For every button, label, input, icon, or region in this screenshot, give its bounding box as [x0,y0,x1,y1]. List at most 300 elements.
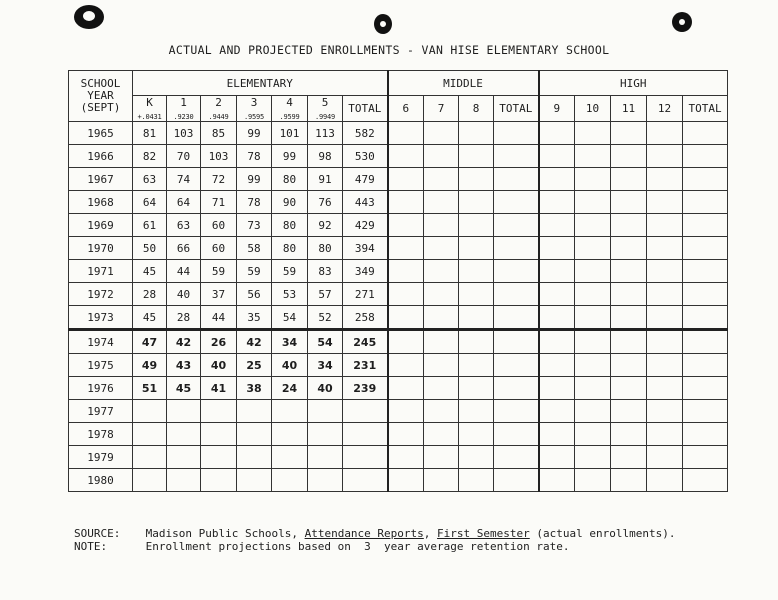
table-row [69,214,728,237]
high-cell [683,283,728,306]
middle-cell [424,237,459,260]
middle-cell [459,306,494,330]
enrollment-cell: 34 [272,330,308,354]
enrollment-cell: 60 [201,237,237,260]
high-cell [539,469,575,492]
enrollment-cell: 91 [308,168,343,191]
middle-cell [424,330,459,354]
middle-cell [459,145,494,168]
enrollment-cell: 58 [237,237,272,260]
enrollment-cell: 42 [167,330,201,354]
middle-cell [388,168,424,191]
year-cell: 1969 [69,214,133,237]
high-cell [575,400,611,423]
enrollment-cell: 50 [133,237,167,260]
middle-cell [459,214,494,237]
high-cell [575,214,611,237]
source-report-attendance: Attendance Reports [304,527,424,540]
enrollment-cell: 72 [201,168,237,191]
grade-label: 3 [250,96,258,109]
enrollment-cell: 54 [308,330,343,354]
high-cell [539,377,575,400]
grade-label: 5 [321,96,329,109]
enrollment-table [68,70,728,492]
middle-cell [424,306,459,330]
enrollment-cell [201,423,237,446]
middle-cell [494,260,539,283]
high-cell [683,145,728,168]
year-cell: 1975 [69,354,133,377]
high-cell [683,330,728,354]
retention-rate: .9230 [173,113,194,121]
enrollment-cell: 113 [308,122,343,145]
table-row [69,400,728,423]
middle-cell [388,377,424,400]
year-cell: 1970 [69,237,133,260]
high-cell [647,400,683,423]
middle-cell [388,400,424,423]
middle-cell [459,330,494,354]
high-cell [647,354,683,377]
middle-cell [388,283,424,306]
year-cell: 1971 [69,260,133,283]
high-cell [539,446,575,469]
grade-header-11: 11 [611,96,647,122]
year-cell: 1977 [69,400,133,423]
middle-cell [494,446,539,469]
enrollment-cell: 25 [237,354,272,377]
enrollment-cell: 52 [308,306,343,330]
high-cell [575,330,611,354]
middle-cell [459,168,494,191]
enrollment-cell: 35 [237,306,272,330]
high-cell [575,168,611,191]
middle-cell [424,354,459,377]
table-row [69,354,728,377]
note-line [74,540,675,553]
middle-cell [459,446,494,469]
middle-cell [494,283,539,306]
total-cell: 582 [343,122,388,145]
middle-cell [424,260,459,283]
total-cell: 443 [343,191,388,214]
middle-header: MIDDLE [388,71,539,96]
high-cell [575,306,611,330]
high-cell [647,330,683,354]
high-cell [647,191,683,214]
middle-cell [494,168,539,191]
year-cell: 1980 [69,469,133,492]
table-row [69,377,728,400]
middle-cell [388,191,424,214]
enrollment-cell: 45 [167,377,201,400]
high-cell [539,191,575,214]
year-cell: 1972 [69,283,133,306]
enrollment-cell: 78 [237,191,272,214]
total-cell: 429 [343,214,388,237]
middle-cell [494,306,539,330]
middle-cell [459,423,494,446]
grade-header-9: 9 [539,96,575,122]
high-cell [539,283,575,306]
retention-rate: .9949 [314,113,336,121]
high-header: HIGH [539,71,728,96]
enrollment-cell: 45 [133,306,167,330]
enrollment-cell: 73 [237,214,272,237]
middle-cell [388,330,424,354]
middle-cell [424,168,459,191]
enrollment-cell [272,423,308,446]
high-cell [683,260,728,283]
grade-label: 4 [286,96,293,109]
enrollment-cell: 57 [308,283,343,306]
enrollment-cell: 42 [237,330,272,354]
middle-cell [494,191,539,214]
total-cell [343,446,388,469]
enrollment-cell: 99 [237,122,272,145]
high-cell [539,354,575,377]
punch-hole [672,12,692,32]
enrollment-cell: 47 [133,330,167,354]
total-cell: 349 [343,260,388,283]
middle-cell [494,330,539,354]
high-cell [575,354,611,377]
enrollment-cell: 56 [237,283,272,306]
year-cell: 1965 [69,122,133,145]
enrollment-cell: 43 [167,354,201,377]
high-cell [575,191,611,214]
grade-header-10: 10 [575,96,611,122]
enrollment-cell: 64 [167,191,201,214]
enrollment-cell: 37 [201,283,237,306]
punch-hole [374,14,392,34]
table-row [69,191,728,214]
high-cell [647,214,683,237]
high-cell [611,214,647,237]
middle-cell [388,306,424,330]
footer [74,527,675,553]
enrollment-cell: 92 [308,214,343,237]
total-cell: 394 [343,237,388,260]
high-cell [611,145,647,168]
enrollment-cell: 63 [167,214,201,237]
grade-header-3 [237,96,272,122]
enrollment-cell: 66 [167,237,201,260]
middle-cell [459,377,494,400]
high-cell [611,191,647,214]
middle-cell [388,122,424,145]
enrollment-cell: 54 [272,306,308,330]
high-cell [575,423,611,446]
high-cell [611,354,647,377]
total-cell: 245 [343,330,388,354]
high-cell [647,306,683,330]
enrollment-cell [167,423,201,446]
middle-cell [459,237,494,260]
high-cell [647,260,683,283]
enrollment-cell [237,423,272,446]
enrollment-cell [308,446,343,469]
high-cell [575,377,611,400]
enrollment-cell [308,400,343,423]
high-cell [539,260,575,283]
enrollment-cell: 34 [308,354,343,377]
enrollment-cell: 24 [272,377,308,400]
middle-cell [494,122,539,145]
year-cell: 1973 [69,306,133,330]
enrollment-cell: 99 [237,168,272,191]
year-cell: 1979 [69,446,133,469]
high-cell [575,469,611,492]
high-cell [575,260,611,283]
table-row [69,145,728,168]
enrollment-cell: 59 [237,260,272,283]
high-cell [575,145,611,168]
high-cell [539,423,575,446]
middle-cell [388,214,424,237]
high-cell [611,168,647,191]
middle-cell [459,469,494,492]
enrollment-cell: 28 [133,283,167,306]
high-cell [611,260,647,283]
enrollment-cell [237,469,272,492]
source-suffix: (actual enrollments). [536,527,676,540]
high-cell [611,423,647,446]
grade-label: 2 [215,96,222,109]
source-report-semester: First Semester [437,527,530,540]
enrollment-cell: 40 [201,354,237,377]
high-cell [539,330,575,354]
middle-cell [494,400,539,423]
high-cell [611,330,647,354]
grade-header-12: 12 [647,96,683,122]
middle-cell [494,354,539,377]
enrollment-cell [201,400,237,423]
high-cell [611,400,647,423]
enrollment-cell: 83 [308,260,343,283]
total-cell: 231 [343,354,388,377]
enrollment-cell [167,469,201,492]
middle-cell [494,237,539,260]
enrollment-cell: 103 [167,122,201,145]
middle-cell [424,446,459,469]
middle-cell [424,214,459,237]
high-cell [539,145,575,168]
enrollment-cell: 81 [133,122,167,145]
high-cell [539,237,575,260]
enrollment-cell: 76 [308,191,343,214]
enrollment-cell [133,423,167,446]
high-cell [647,283,683,306]
middle-total-header: TOTAL [494,96,539,122]
middle-cell [388,237,424,260]
enrollment-cell: 45 [133,260,167,283]
middle-cell [459,400,494,423]
enrollment-cell: 101 [272,122,308,145]
high-cell [683,446,728,469]
enrollment-cell: 40 [167,283,201,306]
high-cell [611,122,647,145]
high-cell [683,423,728,446]
table-row [69,122,728,145]
middle-cell [459,122,494,145]
middle-cell [424,423,459,446]
total-cell [343,423,388,446]
high-cell [647,122,683,145]
middle-cell [424,377,459,400]
middle-cell [459,191,494,214]
enrollment-cell: 103 [201,145,237,168]
punch-hole [74,5,104,29]
high-cell [683,168,728,191]
enrollment-cell: 85 [201,122,237,145]
high-cell [539,168,575,191]
enrollment-cell: 74 [167,168,201,191]
year-cell: 1966 [69,145,133,168]
enrollment-cell [237,446,272,469]
high-cell [575,237,611,260]
high-total-header: TOTAL [683,96,728,122]
table-row [69,283,728,306]
middle-cell [424,400,459,423]
high-cell [683,469,728,492]
grade-header-8: 8 [459,96,494,122]
enrollment-cell: 60 [201,214,237,237]
source-line [74,527,675,540]
total-cell: 479 [343,168,388,191]
high-cell [575,283,611,306]
high-cell [683,191,728,214]
high-cell [647,145,683,168]
table-row [69,469,728,492]
middle-cell [459,283,494,306]
enrollment-cell: 80 [272,214,308,237]
middle-cell [494,469,539,492]
enrollment-cell: 41 [201,377,237,400]
enrollment-cell [272,400,308,423]
high-cell [647,168,683,191]
middle-cell [494,377,539,400]
enrollment-cell: 90 [272,191,308,214]
high-cell [575,122,611,145]
grade-header-4 [272,96,308,122]
high-cell [683,377,728,400]
enrollment-cell [133,446,167,469]
enrollment-cell [237,400,272,423]
table-row [69,446,728,469]
high-cell [647,423,683,446]
retention-rate: .9599 [279,113,300,121]
document-title: ACTUAL AND PROJECTED ENROLLMENTS - VAN HISE ELEMENTARY SCHOOL [168,43,610,57]
enrollment-cell [201,446,237,469]
high-cell [683,400,728,423]
grade-header-6: 6 [388,96,424,122]
enrollment-cell: 82 [133,145,167,168]
elementary-header: ELEMENTARY [133,71,388,96]
high-cell [683,306,728,330]
high-cell [539,306,575,330]
table-row [69,237,728,260]
enrollment-cell [272,446,308,469]
enrollment-cell: 70 [167,145,201,168]
enrollment-cell: 63 [133,168,167,191]
enrollment-cell: 80 [272,168,308,191]
enrollment-cell [308,423,343,446]
source-label: SOURCE: [74,527,121,540]
retention-rate: .9595 [243,113,265,121]
middle-cell [424,469,459,492]
total-cell: 258 [343,306,388,330]
enrollment-cell: 71 [201,191,237,214]
enrollment-cell: 99 [272,145,308,168]
enrollment-cell: 26 [201,330,237,354]
high-cell [647,377,683,400]
high-cell [683,237,728,260]
enrollment-cell: 40 [272,354,308,377]
enrollment-cell: 51 [133,377,167,400]
grade-label: 1 [180,96,187,109]
enrollment-cell [308,469,343,492]
source-prefix: Madison Public Schools, [145,527,298,540]
middle-cell [424,122,459,145]
table-row [69,423,728,446]
middle-cell [424,191,459,214]
enrollment-cell: 64 [133,191,167,214]
year-cell: 1974 [69,330,133,354]
table-row [69,306,728,330]
high-cell [611,469,647,492]
high-cell [611,237,647,260]
grade-header-2 [201,96,237,122]
source-separator: , [423,527,431,540]
enrollment-cell: 61 [133,214,167,237]
table-row [69,260,728,283]
enrollment-cell: 78 [237,145,272,168]
middle-cell [459,260,494,283]
high-cell [539,214,575,237]
middle-cell [388,446,424,469]
middle-cell [424,145,459,168]
enrollment-cell: 59 [272,260,308,283]
grade-header-7: 7 [424,96,459,122]
enrollment-cell: 38 [237,377,272,400]
middle-cell [388,260,424,283]
year-cell: 1978 [69,423,133,446]
grade-label: K [146,96,153,109]
high-cell [539,400,575,423]
enrollment-cell: 59 [201,260,237,283]
high-cell [647,237,683,260]
middle-cell [388,145,424,168]
high-cell [611,283,647,306]
enrollment-cell: 44 [167,260,201,283]
high-cell [683,354,728,377]
high-cell [647,446,683,469]
high-cell [683,122,728,145]
total-cell: 271 [343,283,388,306]
total-cell [343,469,388,492]
note-label: NOTE: [74,540,108,553]
enrollment-cell: 49 [133,354,167,377]
enrollment-cell [133,469,167,492]
school-year-header: SCHOOL YEAR (SEPT) [69,71,133,122]
high-cell [611,306,647,330]
total-cell: 239 [343,377,388,400]
year-cell: 1967 [69,168,133,191]
enrollment-cell: 80 [308,237,343,260]
middle-cell [494,214,539,237]
elementary-total-header: TOTAL [343,96,388,122]
